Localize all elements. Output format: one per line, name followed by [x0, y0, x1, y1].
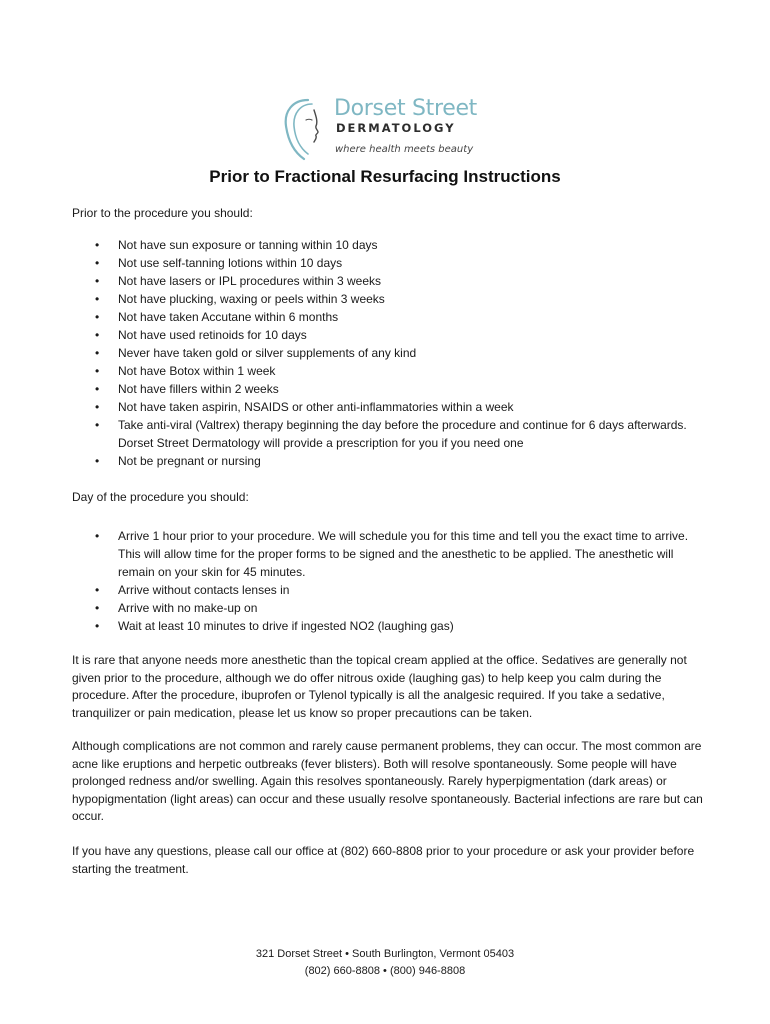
bullet-icon: •: [95, 310, 100, 324]
logo-subtitle: DERMATOLOGY: [336, 121, 456, 135]
face-profile-logo-icon: [278, 96, 332, 162]
list-item-text: Not have Botox within 1 week: [118, 364, 276, 378]
paragraph-complications: Although complications are not common and rarely cause permanent problems, they can occur. The most common are acne like eruptions and herpetic outbreaks (fever blisters). Both will resolve spontaneously. Some people will have prolonged redness and/or swelling. Again this resolves spontaneously. Rarely hyperpigmentation (dark areas) or hypopigmentation (light areas) can occur and these usually resolve spontaneously. Bacterial infections are rare but can occur.: [72, 739, 703, 823]
list-item-text: Not use self-tanning lotions within 10 days: [118, 256, 343, 270]
company-logo: [278, 96, 478, 164]
bullet-icon: •: [95, 346, 100, 360]
section2-heading: Day of the procedure you should:: [72, 490, 249, 504]
list-item-text: Arrive with no make-up on: [118, 601, 258, 615]
list-item-text: Not have used retinoids for 10 days: [118, 328, 307, 342]
section1-list: [72, 236, 708, 470]
paragraph-anesthetic: It is rare that anyone needs more anesthetic than the topical cream applied at the office. Sedatives are generally not given prior to the procedure, although we do offer nitrous oxide (laughing gas) to help keep you calm during the procedure. After the procedure, ibuprofen or Tylenol typically is all the analgesic required. If you take a sedative, tranquilizer or pain medication, please let us know so proper precautions can be taken.: [72, 653, 687, 720]
list-item: [72, 380, 708, 398]
logo-name: Dorset Street: [334, 96, 478, 121]
logo-tagline: where health meets beauty: [335, 144, 474, 155]
bullet-icon: •: [95, 256, 100, 270]
list-item: [72, 272, 708, 290]
bullet-icon: •: [95, 529, 100, 543]
bullet-icon: •: [95, 238, 100, 252]
bullet-icon: •: [95, 583, 100, 597]
document-title: Prior to Fractional Resurfacing Instructions: [209, 167, 561, 186]
list-item-text: Arrive 1 hour prior to your procedure. We will schedule you for this time and tell you the exact time to arrive. This will allow time for the proper forms to be signed and the anesthetic to be applied. The anesthetic will remain on your skin for 45 minutes.: [118, 529, 689, 579]
list-item: [72, 290, 708, 308]
bullet-icon: •: [95, 400, 100, 414]
list-item-text: Not have plucking, waxing or peels within 3 weeks: [118, 292, 385, 306]
footer-phones: (802) 660-8808 • (800) 946-8808: [304, 965, 466, 977]
list-item: [72, 416, 708, 452]
footer-address: 321 Dorset Street • South Burlington, Vermont 05403: [255, 948, 515, 960]
bullet-icon: •: [95, 364, 100, 378]
bullet-icon: •: [95, 274, 100, 288]
list-item: [72, 398, 708, 416]
section2-list: [72, 527, 708, 635]
bullet-icon: •: [95, 328, 100, 342]
list-item: [72, 326, 708, 344]
bullet-icon: •: [95, 454, 100, 468]
list-item: [72, 527, 708, 581]
list-item-text: Not be pregnant or nursing: [118, 454, 261, 468]
list-item: [72, 308, 708, 326]
list-item-text: Not have fillers within 2 weeks: [118, 382, 279, 396]
footer: [0, 946, 770, 980]
paragraph-questions: If you have any questions, please call our office at (802) 660-8808 prior to your procedure or ask your provider before starting the treatment.: [72, 844, 695, 876]
list-item: [72, 617, 708, 635]
bullet-icon: •: [95, 382, 100, 396]
list-item: [72, 581, 708, 599]
list-item-text: Not have sun exposure or tanning within 10 days: [118, 238, 378, 252]
list-item: [72, 452, 708, 470]
list-item-text: Never have taken gold or silver supplements of any kind: [118, 346, 417, 360]
list-item: [72, 254, 708, 272]
list-item: [72, 599, 708, 617]
list-item-text: Not have lasers or IPL procedures within 3 weeks: [118, 274, 382, 288]
list-item-text: Arrive without contacts lenses in: [118, 583, 290, 597]
bullet-icon: •: [95, 619, 100, 633]
bullet-icon: •: [95, 418, 100, 432]
list-item: [72, 362, 708, 380]
list-item-text: Take anti-viral (Valtrex) therapy beginning the day before the procedure and continue for 6 days afterwards. Dorset Street Dermatology will provide a prescription for you if you need one: [118, 418, 687, 450]
list-item: [72, 236, 708, 254]
list-item-text: Not have taken Accutane within 6 months: [118, 310, 339, 324]
section1-heading: Prior to the procedure you should:: [72, 206, 253, 220]
list-item-text: Not have taken aspirin, NSAIDS or other anti-inflammatories within a week: [118, 400, 514, 414]
bullet-icon: •: [95, 292, 100, 306]
bullet-icon: •: [95, 601, 100, 615]
list-item-text: Wait at least 10 minutes to drive if ingested NO2 (laughing gas): [118, 619, 454, 633]
list-item: [72, 344, 708, 362]
